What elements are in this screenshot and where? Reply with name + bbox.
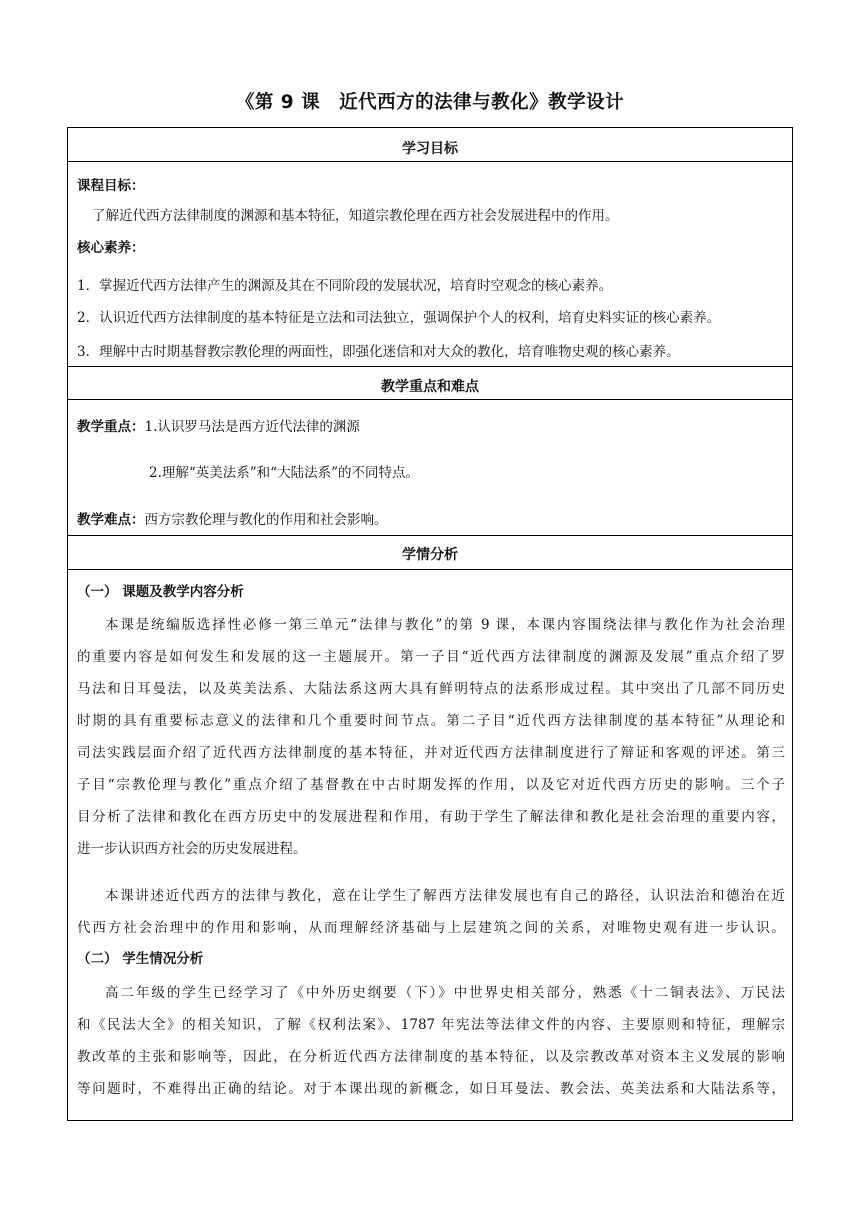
teaching-focus-item-2: 2.理解“英美法系”和“大陆法系”的不同特点。 [149,465,419,481]
page-title: 《第 9 课 近代西方的法律与教化》教学设计 [235,92,625,113]
paragraph-line: 代西方社会治理中的作用和影响，从而理解经济基础与上层建筑之间的关系，对唯物史观有进一步认识。 [77,920,785,936]
teaching-difficulty [77,508,801,528]
lesson-design-table [67,127,793,1121]
paragraph-line: 的重要内容是如何发生和发展的这一主题展开。第一子目“近代西方法律制度的渊源及发展”重点介绍了罗 [77,649,785,665]
key-points-heading: 教学重点和难点 [381,379,479,395]
paragraph-line: 和《民法大全》的相关知识，了解《权利法案》、1787 年宪法等法律文件的内容、主要原则和特征，理解宗 [77,1017,785,1033]
core-literacy-label: 核心素养： [77,240,145,256]
divider [68,399,792,400]
analysis-heading: 学情分析 [402,547,458,563]
objectives-heading: 学习目标 [402,141,458,157]
paragraph-line: 目分析了法律和教化在西方历史中的发展进程和作用，有助于学生了解法律和教化是社会治理的重要内容， [77,809,785,825]
paragraph-line: 等问题时，不难得出正确的结论。对于本课出现的新概念，如日耳曼法、教会法、英美法系和大陆法系等， [77,1081,785,1097]
course-goal-label: 课程目标： [77,178,145,194]
paragraph-line: 教改革的主张和影响等，因此，在分析近代西方法律制度的基本特征，以及宗教改革对资本主义发展的影响 [77,1049,785,1065]
teaching-focus [77,415,801,435]
paragraph-line: 马法和日耳曼法，以及英美法系、大陆法系这两大具有鲜明特点的法系形成过程。其中突出了几部不同历史 [77,681,785,697]
paragraph-line: 司法实践层面介绍了近代西方法律制度的基本特征，并对近代西方法律制度进行了辩证和客观的评述。第三 [77,745,785,761]
paragraph-line: 时期的具有重要标志意义的法律和几个重要时间节点。第二子目“近代西方法律制度的基本特征”从理论和 [77,713,785,729]
course-goal-text: 了解近代西方法律制度的渊源和基本特征，知道宗教伦理在西方社会发展进程中的作用。 [92,208,619,224]
paragraph-line: 本课讲述近代西方的法律与教化，意在让学生了解西方法律发展也有自己的路径，认识法治和德治在近 [105,888,785,904]
subsection-1-title: （一） 课题及教学内容分析 [77,584,244,600]
teaching-focus-label: 教学重点： [77,419,145,435]
core-item-2: 2．认识近代西方法律制度的基本特征是立法和司法独立，强调保护个人的权利，培育史料实证的核心素养。 [77,310,721,326]
subsection-2-title: （二） 学生情况分析 [77,951,204,967]
divider [68,569,792,570]
teaching-difficulty-label: 教学难点： [77,512,145,528]
divider [68,535,792,536]
paragraph-line: 进一步认识西方社会的历史发展进程。 [77,841,307,857]
teaching-focus-item-1: 1.认识罗马法是西方近代法律的渊源 [144,419,360,435]
teaching-difficulty-text: 西方宗教伦理与教化的作用和社会影响。 [144,512,388,528]
divider [68,366,792,367]
paragraph-line: 子目“宗教伦理与教化”重点介绍了基督教在中古时期发挥的作用，以及它对近代西方历史的影响。三个子 [77,777,785,793]
paragraph-line: 高二年级的学生已经学习了《中外历史纲要（下）》中世界史相关部分，熟悉《十二铜表法》、万民法 [105,985,785,1001]
divider [68,161,792,162]
core-item-1: 1．掌握近代西方法律产生的渊源及其在不同阶段的发展状况，培育时空观念的核心素养。 [77,278,613,294]
core-item-3: 3．理解中古时期基督教宗教伦理的两面性，即强化迷信和对大众的教化，培育唯物史观的核心素养。 [77,344,680,360]
paragraph-line: 本课是统编版选择性必修一第三单元“法律与教化”的第 9 课，本课内容围绕法律与教化作为社会治理 [105,617,785,633]
